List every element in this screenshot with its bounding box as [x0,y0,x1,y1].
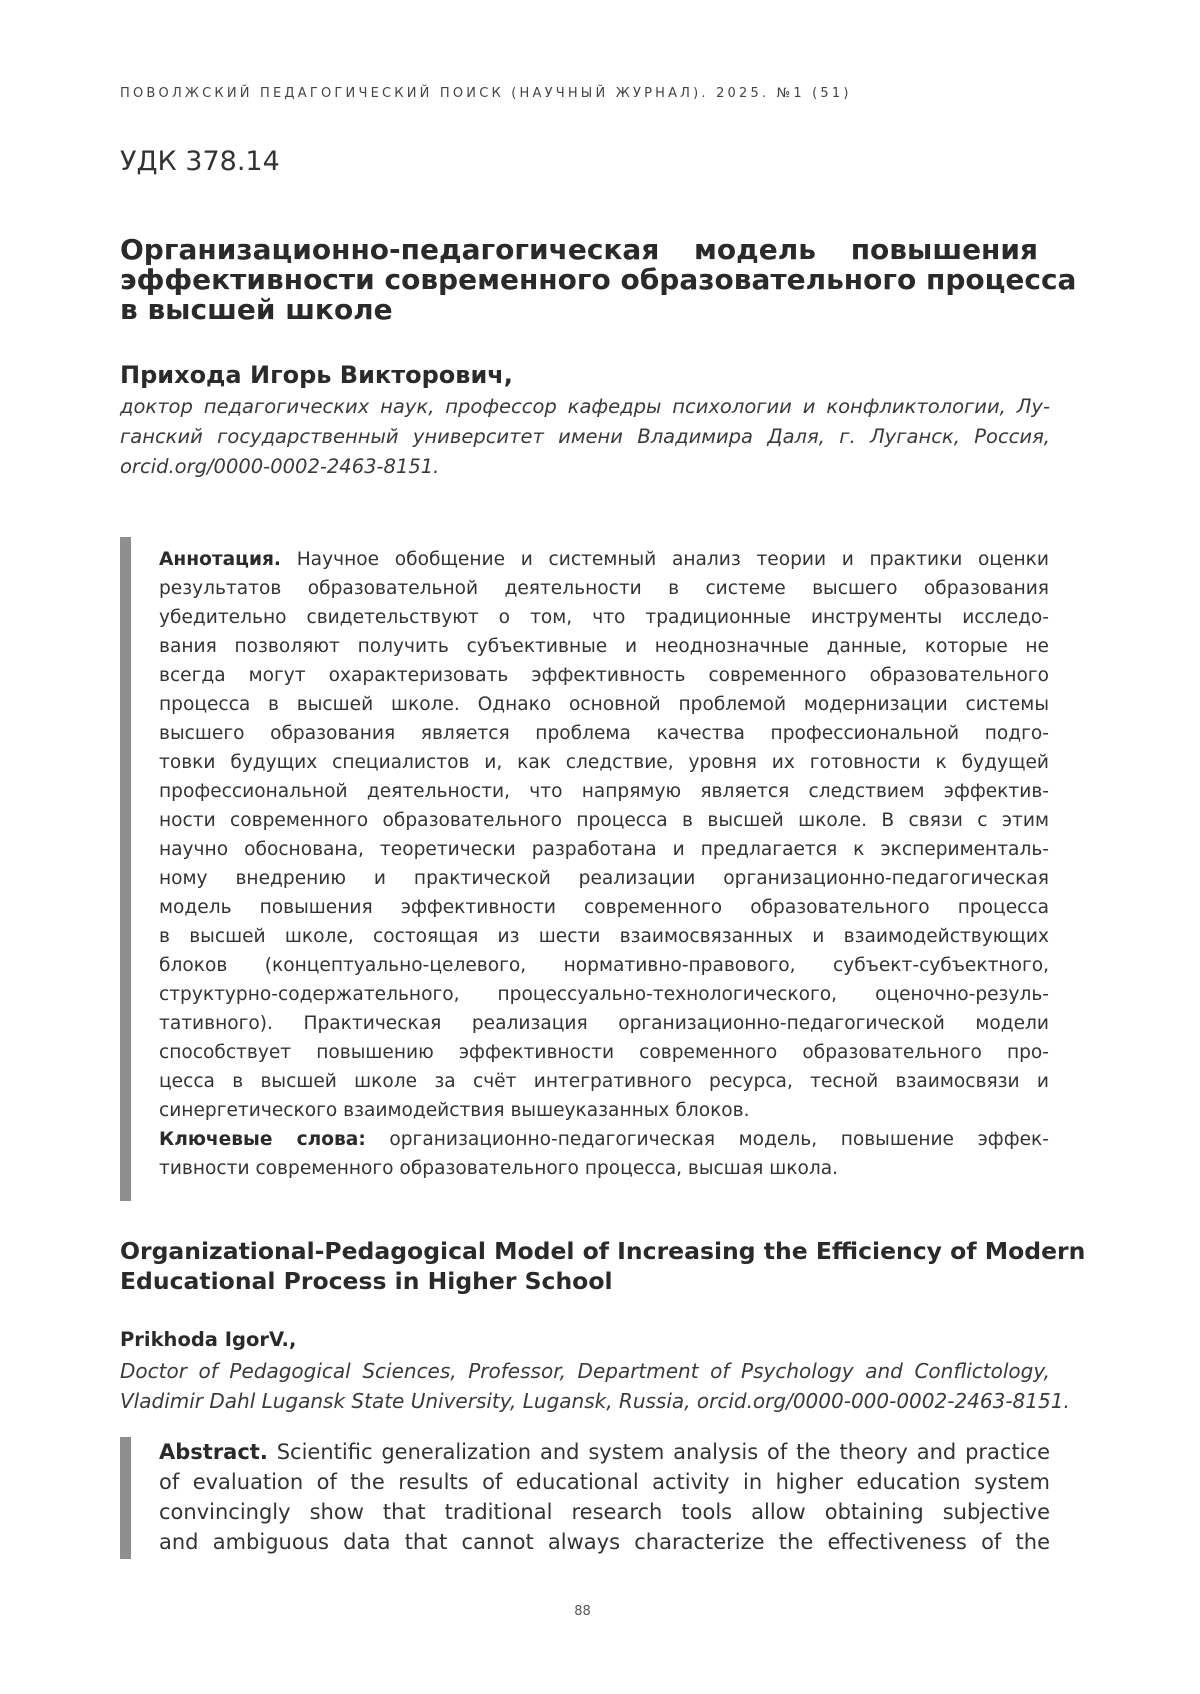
abstract-ru-line: синергетического взаимодействия вышеуказанных блоков. [159,1100,750,1121]
title-ru-line: в высшей школе [120,293,393,326]
title-ru-line: Организационно-педагогическая модель повышения [120,233,1038,266]
abstract-ru-line: высшего образования является проблема качества профессиональной подго- [159,723,1049,744]
author-name-en: Prikhoda IgorV., [120,1328,297,1351]
article-title-ru [120,233,1077,326]
abstract-ru-line: товки будущих специалистов и, как следствие, уровня их готовности к будущей [159,752,1049,773]
keywords-ru-line: тивности современного образовательного процесса, высшая школа. [159,1158,839,1179]
keywords-label-ru: Ключевые слова: [159,1129,366,1150]
udk-code: УДК 378.14 [120,146,280,177]
page-number: 88 [574,1604,591,1619]
abstract-ru-line: тативного). Практическая реализация организационно-педагогической модели [159,1013,1049,1034]
abstract-en-line: of evaluation of the results of educational activity in higher education system [159,1470,1050,1494]
affiliation-en-line: Doctor of Pedagogical Sciences, Professor, Department of Psychology and Conflictology, [120,1359,1050,1383]
author-affiliation-en [120,1356,1070,1416]
abstract-ru-line: способствует повышению эффективности современного образовательного про- [159,1042,1049,1063]
abstract-block-ru [120,537,1050,1201]
affiliation-ru-line: orcid.org/0000-0002-2463-8151. [120,455,440,478]
abstract-ru-line: научно обоснована, теоретически разработана и предлагается к эксперименталь- [159,839,1049,860]
article-title-en [120,1236,1086,1296]
abstract-en-line: convincingly show that traditional research tools allow obtaining subjective [159,1500,1050,1524]
abstract-ru-line: блоков (концептуально-целевого, нормативно-правового, субъект-субъектного, [159,955,1049,976]
abstract-ru-line: ности современного образовательного процесса в высшей школе. В связи с этим [159,810,1049,831]
title-en-line: Organizational-Pedagogical Model of Increasing the Efficiency of Modern [120,1237,1086,1265]
author-affiliation-ru [120,392,1050,482]
author-name-ru: Прихода Игорь Викторович, [120,361,513,389]
abstract-ru-line: ному внедрению и практической реализации организационно-педагогическая [159,868,1049,889]
keywords-ru-line: Ключевые слова: организационно-педагогическая модель, повышение эффек- [159,1129,1049,1150]
abstract-en-line: Abstract. Scientific generalization and system analysis of the theory and practice [159,1440,1050,1464]
affiliation-en-line: Vladimir Dahl Lugansk State University, Lugansk, Russia, orcid.org/0000-000-0002-2463-8151. [120,1389,1070,1413]
abstract-ru-line: всегда могут охарактеризовать эффективность современного образовательного [159,665,1049,686]
abstract-ru-line: Аннотация. Научное обобщение и системный анализ теории и практики оценки [159,549,1049,570]
title-en-line: Educational Process in Higher School [120,1267,613,1295]
affiliation-ru-line: доктор педагогических наук, профессор кафедры психологии и конфликтологии, Лу- [120,395,1050,418]
abstract-ru-line: профессиональной деятельности, что напрямую является следствием эффектив- [159,781,1049,802]
affiliation-ru-line: ганский государственный университет имени Владимира Даля, г. Луганск, Россия, [120,425,1050,448]
running-head: ПОВОЛЖСКИЙ ПЕДАГОГИЧЕСКИЙ ПОИСК (НАУЧНЫЙ ЖУРНАЛ). 2025. №1 (51) [120,86,852,101]
title-ru-line: эффективности современного образовательного процесса [120,263,1077,296]
abstract-ru-line: убедительно свидетельствуют о том, что традиционные инструменты исследо- [159,607,1049,628]
abstract-ru-text [159,537,1049,1183]
abstract-ru-line: вания позволяют получить субъективные и неоднозначные данные, которые не [159,636,1049,657]
abstract-ru-line: результатов образовательной деятельности в системе высшего образования [159,578,1049,599]
abstract-ru-line: процесса в высшей школе. Однако основной проблемой модернизации системы [159,694,1049,715]
abstract-en-text [159,1437,1050,1557]
abstract-ru-line: цесса в высшей школе за счёт интегративного ресурса, тесной взаимосвязи и [159,1071,1049,1092]
abstract-block-en [120,1437,1050,1559]
abstract-en-line: and ambiguous data that cannot always characterize the effectiveness of the [159,1530,1050,1554]
abstract-label-ru: Аннотация. [159,549,281,570]
abstract-ru-line: модель повышения эффективности современного образовательного процесса [159,897,1049,918]
abstract-label-en: Abstract. [159,1440,268,1464]
abstract-ru-line: структурно-содержательного, процессуально-технологического, оценочно-резуль- [159,984,1049,1005]
abstract-ru-line: в высшей школе, состоящая из шести взаимосвязанных и взаимодействующих [159,926,1049,947]
